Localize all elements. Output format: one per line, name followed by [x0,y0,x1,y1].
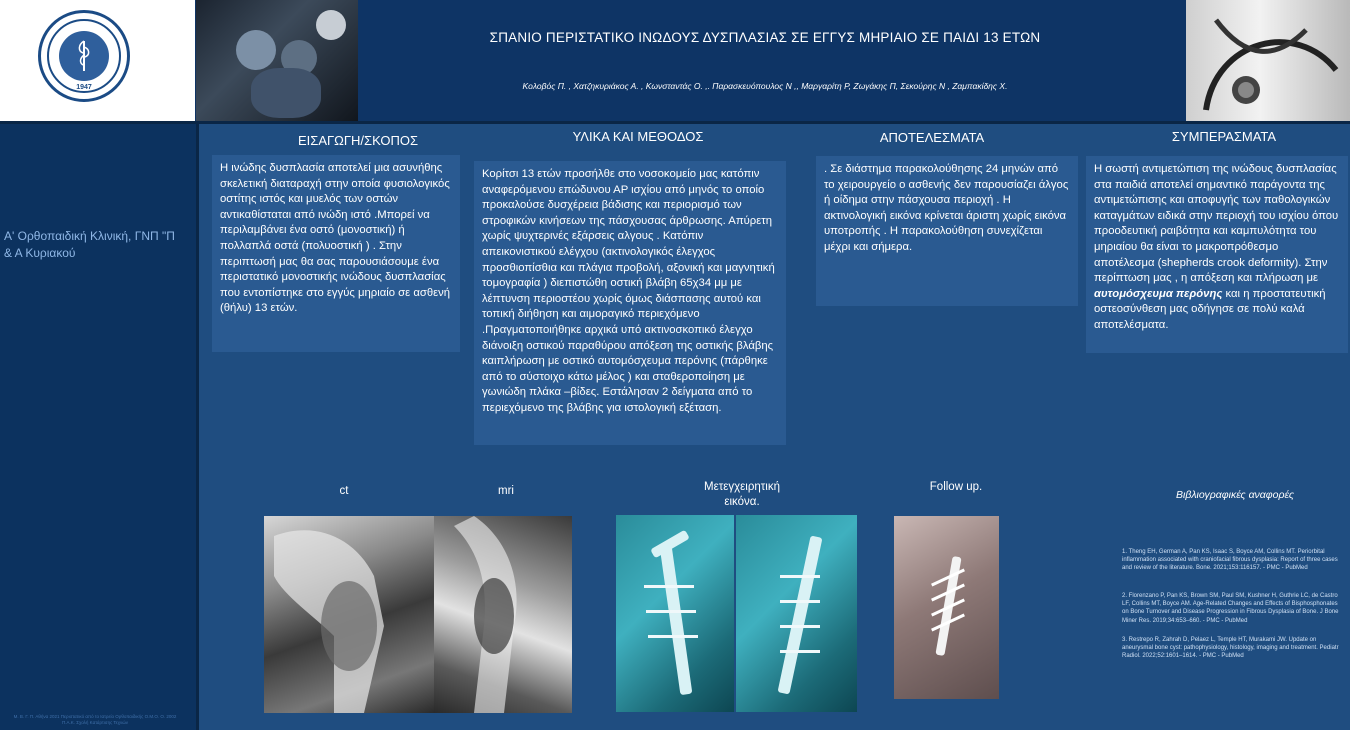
postop-caption-line1: Μετεγχειρητική [703,481,781,493]
conclusions-title: ΣΥΜΠΕΡΑΣΜΑΤΑ [1171,129,1277,144]
methods-text: Κορίτσι 13 ετών προσήλθε στο νοσοκομείο μας κατόπιν αναφερόμενου επώδυνου ΑΡ ισχίου από μηνός το οποίο προκαλούσε δυσχέρεια βάδισης και περιορισμό των στροφικών κινήσεων της πάσχουσας άρθρωσης. Απύρετη χωρίς ψυχτερινές εξάρσεις αλγους . Κατόπιν απεικονιστικού ελέγχου (ακτινολογικός έλεγχος προσθιοπίσθια και πλάγια προβολή, αξονική και μαγνητική τομογραφία ) διεπιστώθη οστική βλάβη 65χ34 μμ με λέπτυνση περιοστέου χωρίς όμως διάσπασης αυτού και τοπική διήθηση και αιμοραγικό περιεχόμενο .Πραγματοποιήθηκε αρχικά υπό ακτινοσκοπικό έλεγχο διάνοιξη οστικού παραθύρου απόξεση της οστικής βλάβης καιπλήρωση με οστικό αυτομόσχευμα περόνης (πάρθηκε από το σύστοιχο κάτω μέλος ) και σταθεροποίηση με γωνιώδη πλάκα –βίδες. Εστάλησαν 2 δείγματα από το περιεχόμενο της βλάβης για ιστολογική εξέταση. [474,161,786,445]
intro-title: ΕΙΣΑΓΩΓΗ/ΣΚΟΠΟΣ [298,133,418,148]
conclusions-text-part1: Η σωστή αντιμετώπιση της ινώδους δυσπλασίας στα παιδιά αποτελεί σημαντικό παράγοντα της αντιμετώπισης και αποφυγής των παθολογικών καταγμάτων ειδικά στην περιοχή του ισχίου όπου προοδευτική ραιβότητα και καμπυλότητα του μηριαίου θα είναι το μακροπρόθεσμο αποτέλεσμα (shepherds crook deformity). Στην περίπτωση μας , η απόξεση και πλήρωση με [1094,163,1339,285]
ct-caption: ct [339,485,349,497]
reference-item: 2. Florenzano P, Pan KS, Brown SM, Paul SM, Kushner H, Guthrie LC, de Castro LF, Collins MT, Boyce AM. Age-Related Changes and Effects of Bisphosphonates on Bone Turnover and Disease Progression in Fibrous Dysplasia of Bone. J Bone Miner Res. 2019;34:653–660. - PMC - PubMed [1122,593,1339,624]
reference-item: 3. Restrepo R, Zahrah D, Pelaez L, Temple HT, Murakami JW. Update on aneurysmal bone cyst: pathophysiology, histology, imaging and treatment. Pediatr Radiol. 2022;52:1601–1614. - PMC - PubMed [1122,637,1339,660]
poster-title: ΣΠΑΝΙΟ ΠΕΡΙΣΤΑΤΙΚΟ ΙΝΩΔΟΥΣ ΔΥΣΠΛΑΣΙΑΣ ΣΕ ΕΓΓΥΣ ΜΗΡΙΑΙΟ ΣΕ ΠΑΙΔΙ 13 ΕΤΩΝ [489,30,1041,45]
postop-caption-line2: εικόνα. [724,496,760,508]
sidebar-footnote: Μ. Β. Γ. Π. Αθήνα 2021 Περιστατικό από το Ιατρείο Ορθοπαιδικής Ο.Μ.Ο. Ο. 2002 Π.Α.Κ. Σχολή Κατάρτισης Τεχνών [13,714,177,725]
affiliation: Α' Ορθοπαιδική Κλινική, ΓΝΠ "Π & Α Κυριακού [4,229,175,260]
sidebar-divider [196,124,199,730]
logo-area [0,0,195,121]
mri-image [434,516,572,713]
header-divider [0,121,1350,124]
ct-image [264,516,434,713]
postop-caption [672,480,812,510]
references-title: Βιβλιογραφικές αναφορές [1176,489,1294,501]
postop-xray-lateral [736,515,857,712]
followup-caption: Follow up. [929,481,983,493]
postop-xray-ap [616,515,734,712]
conclusions-text [1086,156,1348,353]
reference-item: 1. Theng EH, German A, Pan KS, Isaac S, Boyce AM, Collins MT. Periorbital inflammation associated with craniofacial fibrous dysplasia: Report of three cases and review of the literature. Bone. 2021;153:116157. - PMC - PubMed [1122,549,1338,572]
results-title: ΑΠΟΤΕΛΕΣΜΑΤΑ [879,130,985,145]
logo-year: 1947 [76,84,92,91]
author-list: Κολοβός Π. , Χατζηκυριάκος Α. , Κωνσταντάς Ο. ,. Παρασκευόπουλος Ν ,, Μαργαρίτη Ρ, Ζωγάκης Π, Σεκούρης Ν , Ζαμπακίδης Χ. [522,81,1008,91]
mri-caption: mri [498,485,514,497]
intro-text: Η ινώδης δυσπλασία αποτελεί μια ασυνήθης σκελετική διαταραχή στην οποία φυσιολογικός οστίτης ιστός και μυελός των οστών αντικαθίσταται από ινώδη ιστό .Μπορεί να περιλαμβάνει ένα οστό (μονοστική) ή πολλαπλά οστά (πολυοστική ) . Στην περιπτωσή μας θα σας παρουσιάσουμε ένα περιστατικό μονοστικής ινώδους δυσπλασίας που εντοπίστηκε στο εγγύς μηριαίο σε ασθενή (θήλυ) 13 ετών. [212,155,460,352]
tree-icon [77,37,91,73]
stethoscope-photo [1186,0,1350,121]
sidebar [0,124,196,730]
society-logo [38,10,130,102]
poster-header [0,0,1350,121]
followup-xray [894,516,999,699]
results-text: . Σε διάστημα παρακολούθησης 24 μηνών από το χειρουργείο ο ασθενής δεν παρουσίαζει άλγος ή οίδημα στην πάσχουσα περιοχή . Η ακτινολογική εικόνα κρίνεται άριστη χωρίς εικόνα υποτροπής . Η παρακολούθηση συνεχίζεται μέχρι και σήμερα. [816,156,1078,306]
conclusions-highlight: αυτομόσχευμα περόνης [1094,287,1223,300]
stethoscope-icon [1186,0,1350,121]
surgery-photo [196,0,358,121]
methods-title: ΥΛΙΚΑ ΚΑΙ ΜΕΘΟΔΟΣ [572,129,704,144]
conclusions-text-part2: και η προστατευτική οστεοσύνθεση μας οδήγησε σε πολύ καλά αποτελέσματα. [1094,287,1326,331]
